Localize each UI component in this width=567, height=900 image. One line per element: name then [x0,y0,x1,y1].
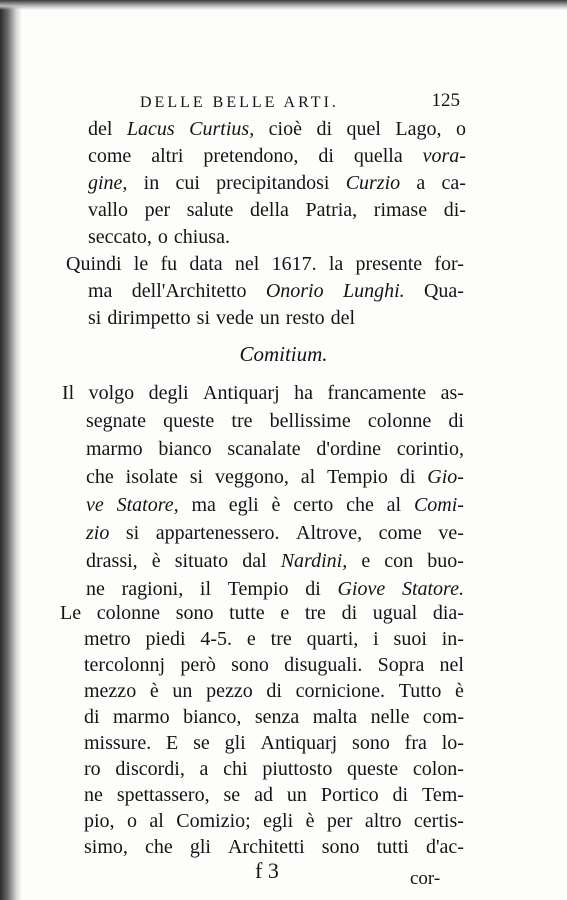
text-line: segnate queste tre bellissime colonne di [86,410,464,432]
text-line: drassi, è situato dal Nardini, e con buo- [86,550,464,572]
binding-shadow [0,0,22,900]
text-line: si dirimpetto si vede un resto del [88,307,356,329]
text-line: Il volgo degli Antiquarj ha francamente as- [62,382,464,404]
text-line: che isolate si veggono, al Tempio di Gio- [86,466,464,488]
text-line: Quindi le fu data nel 1617. la presente for- [66,253,464,275]
text-line: marmo bianco scanalate d'ordine corintio, [86,438,464,460]
text-line: ne ragioni, il Tempio di Giove Statore. [86,578,464,600]
text-line: simo, che gli Architetti sono tutti d'ac- [84,836,464,858]
text-line: ve Statore, ma egli è certo che al Comi- [86,494,464,516]
running-head [140,90,460,114]
text-line: ro discordi, a chi piuttosto queste colon- [84,758,464,780]
signature-mark: f 3 [255,858,279,883]
text-line: vallo per salute della Patria, rimase di- [88,199,466,221]
text-line: pio, o al Comizio; egli è per altro certis- [84,810,464,832]
text-line: del Lacus Curtius, cioè di quel Lago, o [88,118,466,140]
text-line: seccato, o chiusa. [88,226,230,248]
page-number: 125 [431,90,460,111]
text-line: zio si appartenessero. Altrove, come ve- [86,522,464,544]
text-line: ma dell'Architetto Onorio Lunghi. Qua- [88,280,464,302]
catchword: cor- [410,868,441,889]
text-line: gine, in cui precipitandosi Curzio a ca- [88,172,466,194]
text-line: metro piedi 4-5. e tre quarti, i suoi in- [84,628,464,650]
text-line: mezzo è un pezzo di cornicione. Tutto è [84,680,464,702]
top-edge-shadow [0,0,567,10]
text-line: di marmo bianco, senza malta nelle com- [84,706,464,728]
text-line: missure. E se gli Antiquarj sono fra lo- [84,732,464,754]
text-line: ne spettassero, se ad un Portico di Tem- [84,784,464,806]
text-line: come altri pretendono, di quella vora- [88,145,466,167]
section-heading: Comitium. [239,342,328,366]
text-line: Le colonne sono tutte e tre di ugual dia- [60,602,464,624]
running-title: DELLE BELLE ARTI. [140,94,339,111]
text-line: tercolonnj però sono disuguali. Sopra nel [84,654,464,676]
